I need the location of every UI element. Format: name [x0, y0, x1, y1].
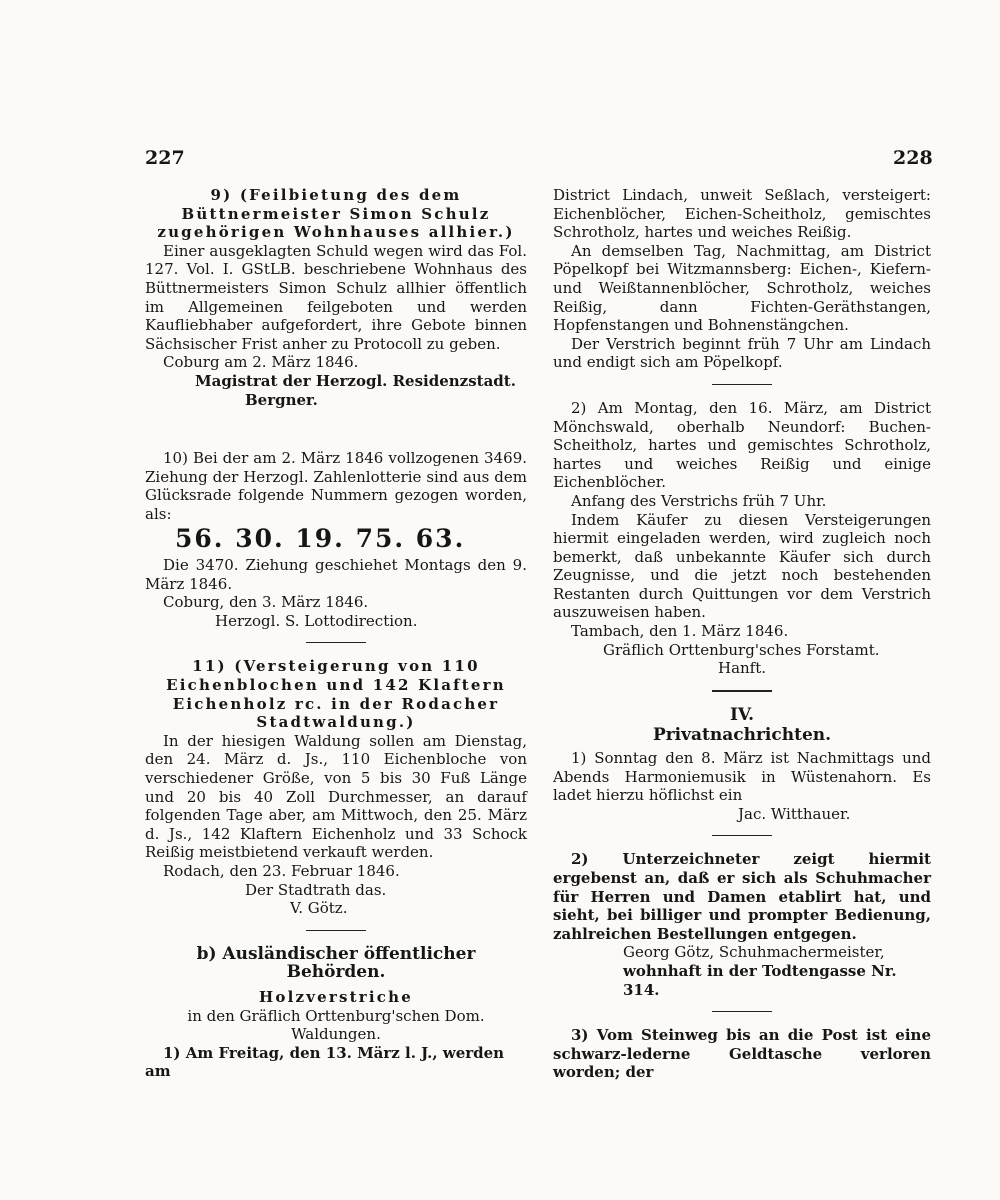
item9-title: 9) (Feilbietung des dem Büttnermeister Simon Schulz zugehörigen Wohnhauses allhier.) [157, 186, 515, 242]
private-notice-1: 1) Sonntag den 8. März ist Nachmittags und Abends Harmoniemusik in Wüstenahorn. Es ladet hierzu höflichst ein [553, 749, 931, 805]
private-notice-2-signature-address: wohnhaft in der Todtengasse Nr. 314. [623, 961, 897, 999]
item11-body: In der hiesigen Waldung sollen am Dienstag, den 24. März d. Js., 110 Eichenbloche von verschiedener Größe, von 5 bis 30 Fuß Länge und 20 bis 40 Zoll Durchmesser, an darauf folgenden Tage aber, am Mittwoch, den 25. März d. Js., 142 Klaftern Eichenholz und 33 Schock Reißig meistbietend verkauft werden. [145, 731, 527, 862]
item2-body: 2) Am Montag, den 16. März, am District Mönchswald, oberhalb Neundorf: Buchen-Scheitholz, hartes und gemischtes Schrotholz, hartes und weiches Reißig und einige Eichenblöcher. [553, 398, 931, 492]
auction-start-note: Der Verstrich beginnt früh 7 Uhr am Lindach und endigt sich am Pöpelkopf. [553, 334, 931, 372]
divider [712, 1011, 772, 1012]
item2-signature-name: Hanft. [718, 659, 767, 678]
page-number-left: 227 [145, 147, 185, 169]
right-column [553, 186, 931, 1082]
divider [306, 930, 366, 931]
section-iv-title: Privatnachrichten. [652, 725, 832, 746]
item11-title: 11) (Versteigerung von 110 Eichenblochen und 142 Klaftern Eichenholz rc. in der Rodacher Stadtwaldung.) [166, 657, 506, 732]
item10-next-draw: Die 3470. Ziehung geschiehet Montags den 9. März 1846. [145, 556, 527, 593]
item11-signature-council: Der Stadtrath das. [245, 880, 387, 899]
private-notice-3: 3) Vom Steinweg bis an die Post ist eine schwarz-lederne Geldtasche verloren worden; der [553, 1026, 931, 1082]
item9-signature-authority: Magistrat der Herzogl. Residenzstadt. [195, 371, 516, 390]
item11-date: Rodach, den 23. Februar 1846. [163, 862, 400, 880]
private-notice-2-signature-name: Georg Götz, Schuhmachermeister, [623, 943, 885, 962]
item2-date: Tambach, den 1. März 1846. [571, 622, 789, 641]
private-notice-2: 2) Unterzeichneter zeigt hiermit ergebenst an, daß er sich als Schuhmacher für Herren und Damen etablirt hat, und sieht, bei billiger und prompter Bedienung, zahlreichen Bestellungen entgegen. [553, 850, 931, 943]
divider [712, 384, 772, 385]
item10-signature: Herzogl. S. Lottodirection. [215, 611, 418, 630]
poepelkopf-auction: An demselben Tag, Nachmittag, am District Pöpelkopf bei Witzmannsberg: Eichen-, Kiefern- und Weißtannenblöcher, Schrotholz, weiches Reißig, dann Fichten-Geräthstangen, Hopfenstangen und Bohnenstängchen. [553, 241, 931, 335]
item2-start: Anfang des Verstrichs früh 7 Uhr. [571, 491, 827, 510]
item2-signature-office: Gräflich Orttenburg'sches Forstamt. [603, 640, 880, 659]
page-number-right: 228 [893, 147, 933, 169]
lottery-numbers: 56. 30. 19. 75. 63. [175, 523, 466, 553]
divider [712, 690, 772, 692]
divider [712, 835, 772, 836]
lindach-auction: District Lindach, unweit Seßlach, versteigert: Eichenblöcher, Eichen-Scheitholz, gemischtes Schrotholz, hartes und weiches Reißig. [553, 186, 931, 242]
item11-signature-name: V. Götz. [290, 899, 348, 918]
holz-title: Holzverstriche [259, 987, 413, 1006]
section-iv-number: IV. [729, 704, 755, 725]
divider [306, 642, 366, 643]
item10-date: Coburg, den 3. März 1846. [163, 593, 369, 612]
item2-note: Indem Käufer zu diesen Versteigerungen hiermit eingeladen werden, wird zugleich noch bemerkt, daß unbekannte Käufer sich durch Zeugnisse, und die jetzt noch bestehenden Restanten durch Quittungen vor dem Verstrich auszuweisen haben. [553, 510, 931, 622]
item9-signature-name: Bergner. [245, 390, 318, 409]
private-notice-1-signature: Jac. Witthauer. [738, 804, 851, 823]
item10-body: 10) Bei der am 2. März 1846 vollzogenen 3469. Ziehung der Herzogl. Zahlenlotterie sind aus dem Glücksrade folgende Nummern gezogen worden, als: [145, 449, 527, 523]
holz-item-1: 1) Am Freitag, den 13. März l. J., werden am [145, 1043, 505, 1081]
item9-date: Coburg am 2. März 1846. [163, 353, 359, 372]
left-column [145, 186, 527, 1081]
section-b-heading: b) Ausländischer öffentlicher Behörden. [196, 943, 476, 983]
holz-subtitle: in den Gräflich Orttenburg'schen Dom. Waldungen. [187, 1006, 485, 1044]
item9-body: Einer ausgeklagten Schuld wegen wird das Fol. 127. Vol. I. GStLB. beschriebene Wohnhaus des Büttnermeisters Simon Schulz allhier öffentlich im Allgemeinen feilgeboten und werden Kaufliebhaber aufgefordert, ihre Gebote binnen Sächsischer Frist anher zu Protocoll zu geben. [145, 241, 527, 353]
